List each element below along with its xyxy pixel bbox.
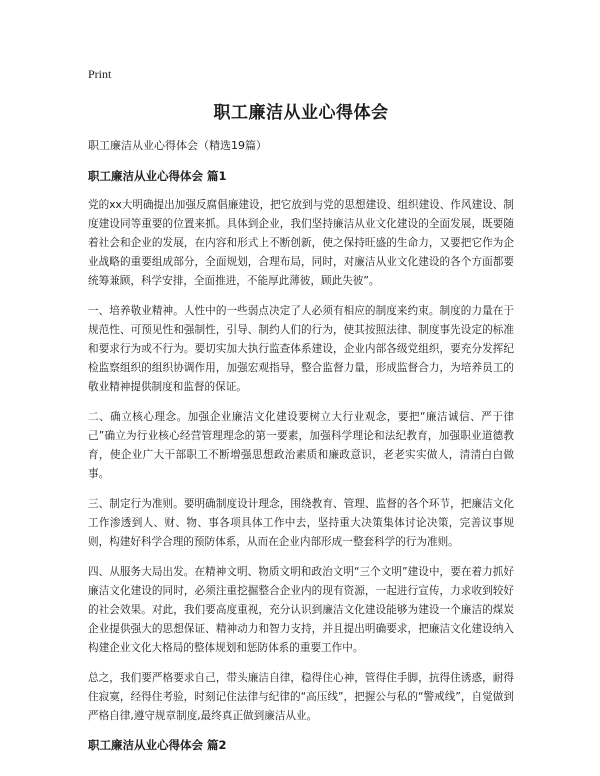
- paragraph: 四、从服务大局出发。在精神文明、物质文明和政治文明“三个文明”建设中，要在着力抓好廉洁文化建设的同时，必须注重挖掘整合企业内的现有资源，一起进行宣传，力求收到较好的社会效果。对此，我们要高度重视，充分认识到廉洁文化建设能够为建设一个廉洁的煤炭企业提供强大的思想保证、精神动力和智力支持，并且提出明确要求，把廉洁文化建设纳入构建企业文化大格局的整体规划和惩防体系的重要工作中。: [88, 566, 514, 654]
- paragraph: 三、制定行为准则。要明确制度设计理念，围绕教育、管理、监督的各个环节，把廉洁文化工作渗透到人、财、物、事各项具体工作中去，坚持重大决策集体讨论决策，完善议事规则，构建好科学合理的预防体系，从而在企业内部形成一整套科学的行为准则。: [88, 498, 514, 548]
- document-subtitle: 职工廉洁从业心得体会（精选19篇）: [88, 139, 267, 152]
- page-title: 职工廉洁从业心得体会: [213, 103, 389, 123]
- section-heading-2: 职工廉洁从业心得体会 篇2: [88, 738, 227, 752]
- paragraph: 一、培养敬业精神。人性中的一些弱点决定了人必须有相应的制度来约束。制度的力量在于规范性、可预见性和强制性，引导、制约人们的行为，使其按照法律、制度事先设定的标准和要求行为或不行为。要切实加大执行监查体系建设，企业内部各级党组织，要充分发挥纪检监察组织的组织协调作用，加强宏观指导，整合监督力量，形成监督合力，为培养员工的敬业精神提供制度和监督的保证。: [88, 305, 514, 393]
- paragraph: 二、确立核心理念。加强企业廉洁文化建设要树立大行业观念，要把“廉洁诚信、严于律己”确立为行业核心经营管理理念的第一要素，加强科学理论和法纪教育，加强职业道德教育，使企业广大干部职工不断增强思想政治素质和廉政意识，老老实实做人，清清白白做事。: [88, 411, 514, 480]
- document-page: [88, 66, 514, 765]
- paragraph: 党的xx大明确提出加强反腐倡廉建设，把它放到与党的思想建设、组织建设、作风建设、制度建设同等重要的位置来抓。具体到企业，我们坚持廉洁从业文化建设的全面发展，既要随着社会和企业的发展，在内容和形式上不断创新，使之保持旺盛的生命力，又要把它作为企业战略的重要组成部分，全面规划，合理布局，同时，对廉洁从业文化建设的各个方面都要统筹兼顾，科学安排，全面推进，不能厚此薄彼，顾此失彼”。: [88, 199, 514, 287]
- print-link[interactable]: Print: [88, 67, 112, 81]
- paragraph: 总之，我们要严格要求自己，带头廉洁自律，稳得住心神，管得住手脚，抗得住诱惑，耐得住寂寞，经得住考验，时刻记住法律与纪律的“高压线”，把握公与私的“警戒线”，自觉做到严格自律,遵守规章制度,最终真正做到廉洁从业。: [88, 672, 514, 722]
- section-heading-1: 职工廉洁从业心得体会 篇1: [88, 169, 227, 183]
